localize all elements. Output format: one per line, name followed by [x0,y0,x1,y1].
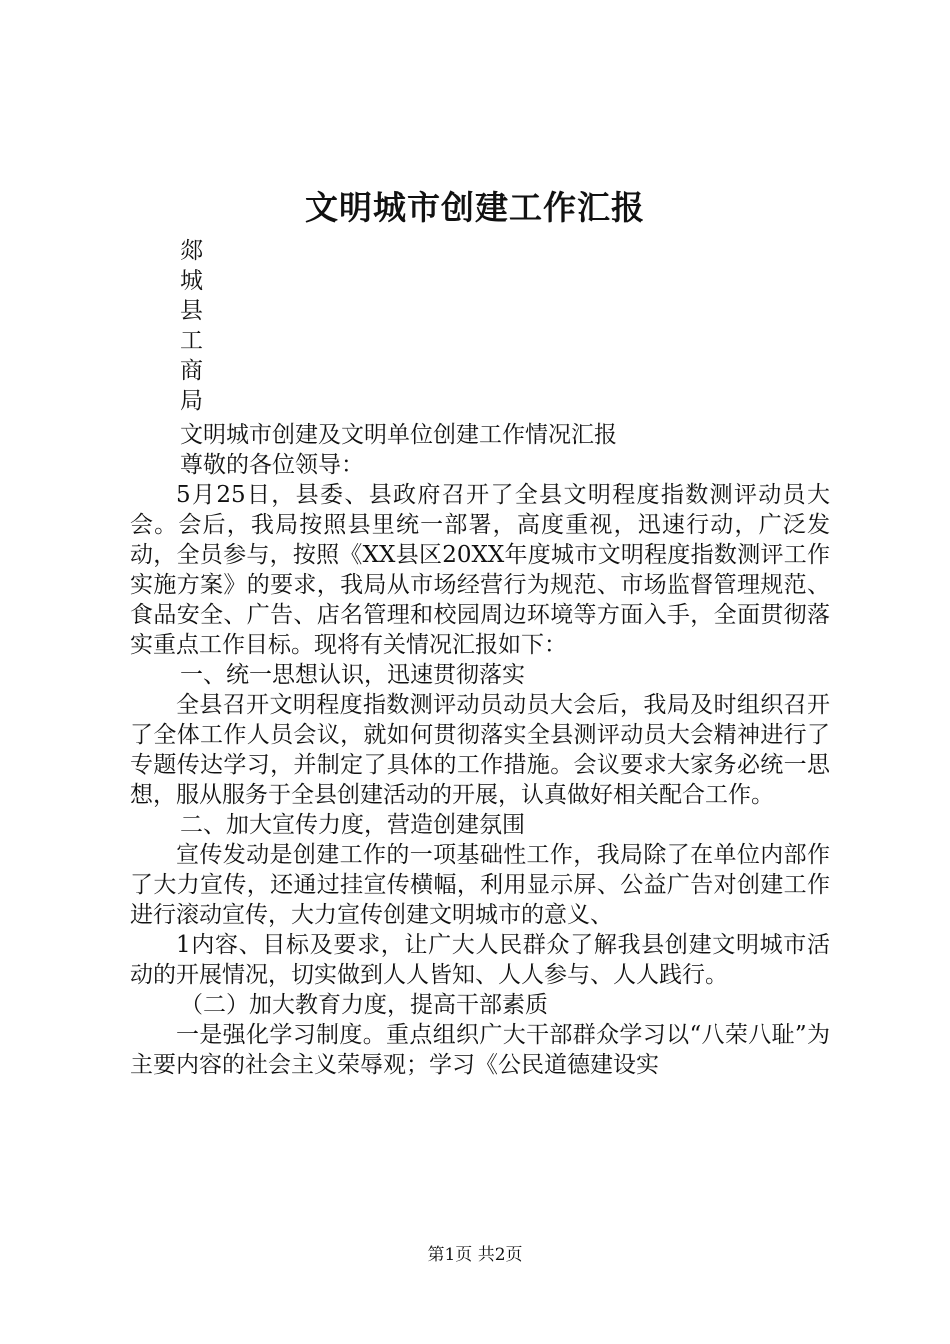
paragraph-section-2-cont: 1内容、目标及要求，让广大人民群众了解我县创建文明城市活动的开展情况，切实做到人人皆知、人人参与、人人践行。 [130,932,830,988]
section-heading-2: 二、加大宣传力度，营造创建氛围 [180,812,525,838]
paragraph-intro: 5月25日，县委、县政府召开了全县文明程度指数测评动员大会。会后，我局按照县里统一部署，高度重视，迅速行动，广泛发动，全员参与，按照《XX县区20XX年度城市文明程度指数测评工作实施方案》的要求，我局从市场经营行为规范、市场监督管理规范、食品安全、广告、店名管理和校园周边环境等方面入手，全面贯彻落实重点工作目标。现将有关情况汇报如下： [130,482,830,658]
page-footer: 第1页 共2页 [427,1245,523,1265]
author-vertical [180,236,220,416]
document-title: 文明城市创建工作汇报 [305,188,645,227]
section-heading-1: 一、统一思想认识，迅速贯彻落实 [180,662,525,688]
section-heading-2-2: （二）加大教育力度，提高干部素质 [180,992,548,1018]
author-char: 局 [180,388,203,414]
author-char: 城 [180,268,203,294]
paragraph-section-2: 宣传发动是创建工作的一项基础性工作，我局除了在单位内部作了大力宣传，还通过挂宣传横幅，利用显示屏、公益广告对创建工作进行滚动宣传，大力宣传创建文明城市的意义、 [130,842,830,928]
paragraph-section-1: 全县召开文明程度指数测评动员动员大会后，我局及时组织召开了全体工作人员会议，就如何贯彻落实全县测评动员大会精神进行了专题传达学习，并制定了具体的工作措施。会议要求大家务必统一思想，服从服务于全县创建活动的开展，认真做好相关配合工作。 [130,692,830,808]
author-char: 工 [180,328,203,354]
paragraph-section-2-2: 一是强化学习制度。重点组织广大干部群众学习以“八荣八耻”为主要内容的社会主义荣辱观；学习《公民道德建设实 [130,1022,830,1078]
author-char: 县 [180,298,203,324]
author-char: 商 [180,358,203,384]
salutation: 尊敬的各位领导： [180,452,364,478]
document-body [130,420,830,1080]
author-char: 郯 [180,238,203,264]
report-subtitle: 文明城市创建及文明单位创建工作情况汇报 [180,422,617,448]
